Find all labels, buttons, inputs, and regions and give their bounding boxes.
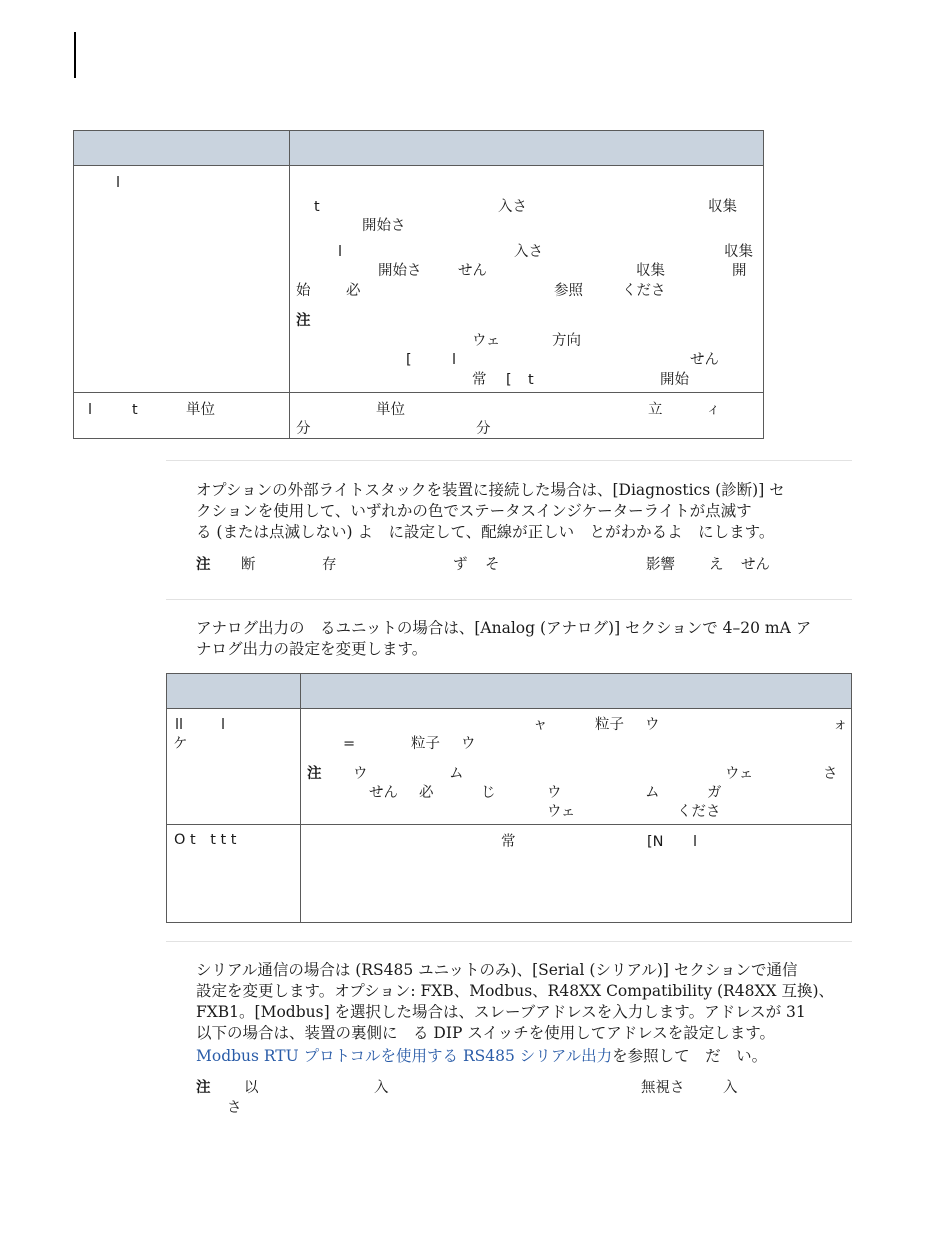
table-cell-label (74, 393, 289, 438)
text-fragment: 断 (241, 557, 256, 573)
text-fragment: ォ (833, 717, 848, 733)
text-fragment: 粒子 (595, 717, 624, 733)
text-fragment: [ (506, 372, 512, 388)
text-fragment: じ (481, 785, 496, 801)
paragraph-line: FXB1。[Modbus] を選択した場合は、スレーブアドレスを入力します。アドレスが 31 (196, 1003, 806, 1021)
text-fragment: 無視さ (641, 1080, 685, 1096)
note-label: 注 (196, 1080, 211, 1096)
paragraph-analog (196, 618, 811, 660)
text-fragment: ケ (173, 736, 188, 752)
text-fragment: くださ (622, 283, 666, 299)
text-fragment: ウェ (725, 766, 754, 782)
text-fragment: 必 (346, 283, 361, 299)
paragraph-line: る (または点滅しない) よ に設定して、配線が正しい とがわかるよ にします。 (196, 523, 775, 541)
text-fragment: せん (369, 785, 398, 801)
text-fragment: 入 (374, 1080, 389, 1096)
text-fragment: 常 (472, 372, 487, 388)
text-fragment: 立 (648, 402, 663, 418)
text-fragment: 収集 (724, 244, 753, 260)
paragraph-serial-last-line (196, 1046, 767, 1067)
text-fragment: 始 (296, 283, 311, 299)
table-cell-description (301, 708, 851, 824)
text-fragment: 存 (322, 557, 337, 573)
paragraph-line: クションを使用して、いずれかの色でステータスインジケーターライトが点滅す (196, 502, 752, 520)
settings-table-2 (166, 673, 852, 923)
change-bar (74, 32, 76, 78)
text-fragment: l (338, 244, 343, 260)
text-fragment: t (132, 402, 138, 418)
text-fragment: 入さ (514, 244, 543, 260)
text-fragment: l (452, 352, 457, 368)
text-fragment: l (693, 834, 698, 850)
text-fragment: 必 (419, 785, 434, 801)
settings-table-1 (73, 130, 764, 439)
modbus-link[interactable]: Modbus RTU プロトコルを使用する RS485 シリアル出力 (196, 1047, 613, 1065)
text-fragment: せん (690, 352, 719, 368)
note-label: 注 (196, 557, 211, 573)
text-fragment: ウェ (547, 804, 576, 820)
text-fragment: 分 (476, 421, 491, 437)
table-header (167, 674, 851, 709)
text-fragment: 分 (296, 421, 311, 437)
text-fragment: ウ (645, 717, 660, 733)
text-fragment: ウェ (472, 333, 501, 349)
text-fragment: 入さ (498, 199, 527, 215)
table-cell-label: O t t t t (174, 832, 237, 848)
section-separator (166, 941, 852, 942)
text-fragment: ウ (547, 785, 562, 801)
note-label: 注 (307, 766, 322, 782)
text-fragment: 参照 (554, 283, 583, 299)
text-fragment: t (314, 199, 320, 215)
text-fragment: え (709, 557, 724, 573)
text-fragment: l (221, 717, 226, 733)
text-fragment: 影響 (646, 557, 675, 573)
section-separator (166, 460, 852, 461)
text-fragment: そ (485, 557, 500, 573)
text-fragment: 開始 (660, 372, 689, 388)
text-fragment: 方向 (552, 333, 581, 349)
table-cell-description (290, 393, 763, 438)
text-fragment: [N (647, 834, 664, 850)
text-fragment: ム (449, 766, 464, 782)
text-fragment: ウ (353, 766, 368, 782)
text-fragment: せん (458, 263, 487, 279)
text-fragment: 開 (732, 263, 747, 279)
text-fragment: 常 (501, 834, 516, 850)
table-cell-label (167, 708, 300, 824)
text-fragment: t (528, 372, 534, 388)
text-fragment: l (88, 402, 93, 418)
section-separator (166, 599, 852, 600)
note-label: 注 (296, 313, 311, 329)
text-fragment: ウ (461, 736, 476, 752)
text-fragment: 粒子 (411, 736, 440, 752)
text-fragment: さ (227, 1100, 242, 1116)
text-fragment: ム (645, 785, 660, 801)
text-fragment: せん (741, 557, 770, 573)
note-diagnostics (0, 556, 950, 576)
text-fragment: ィ (706, 402, 721, 418)
paragraph-diagnostics (196, 480, 785, 543)
paragraph-line: シリアル通信の場合は (RS485 ユニットのみ)、[Serial (シリアル)] セクションで通信 (196, 961, 798, 979)
table-cell-description (290, 165, 763, 392)
text-fragment: 収集 (636, 263, 665, 279)
table-cell-description (301, 825, 851, 922)
paragraph-line: アナログ出力の るユニットの場合は、[Analog (アナログ)] セクションで 4–20 mA ア (196, 619, 812, 637)
text-fragment: ャ (533, 717, 548, 733)
paragraph-text: を参照して だ い。 (612, 1047, 768, 1065)
text-fragment: 収集 (708, 199, 737, 215)
text-fragment: くださ (677, 804, 721, 820)
text-fragment: [ (406, 352, 412, 368)
text-fragment: 開始さ (362, 218, 406, 234)
paragraph-serial (196, 960, 834, 1044)
table-cell-label: l (116, 175, 121, 191)
paragraph-line: オプションの外部ライトスタックを装置に接続した場合は、[Diagnostics (診断)] セ (196, 481, 785, 499)
paragraph-line: ナログ出力の設定を変更します。 (196, 640, 428, 658)
text-fragment: さ (823, 766, 838, 782)
paragraph-line: 以下の場合は、装置の裏側に る DIP スイッチを使用してアドレスを設定します。 (196, 1024, 776, 1042)
text-fragment: ガ (707, 785, 722, 801)
text-fragment: ず (453, 557, 468, 573)
text-fragment: 単位 (376, 402, 405, 418)
text-fragment: 以 (244, 1080, 259, 1096)
text-fragment: 入 (723, 1080, 738, 1096)
text-fragment: ll (175, 717, 184, 733)
text-fragment: = (343, 736, 356, 752)
text-fragment: 開始さ (378, 263, 422, 279)
paragraph-line: 設定を変更します。オプション: FXB、Modbus、R48XX Compatibility (R48XX 互換)、 (196, 982, 834, 1000)
table-header (74, 131, 763, 166)
text-fragment: 単位 (186, 402, 215, 418)
